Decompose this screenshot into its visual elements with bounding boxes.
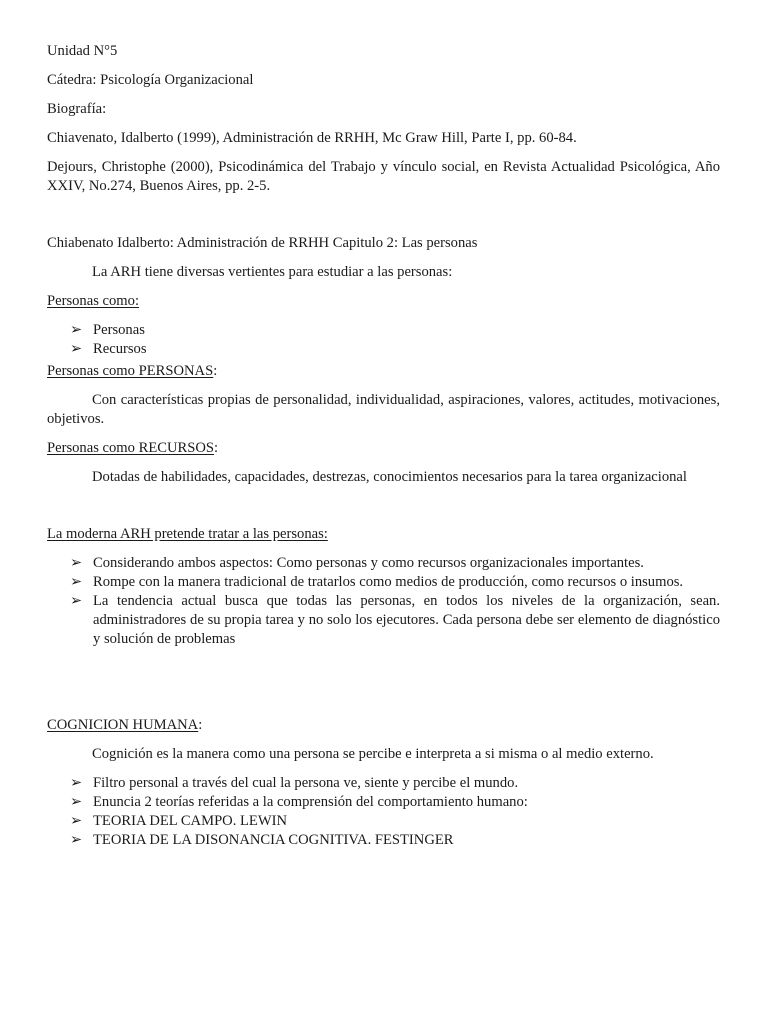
list-item: ➢ Enuncia 2 teorías referidas a la comprensión del comportamiento humano:: [70, 794, 528, 810]
personas-como-heading: Personas como:: [47, 293, 140, 309]
personas-section-body: Con características propias de personalidad, individualidad, aspiraciones, valores, actitudes, motivaciones, objetivos.: [47, 392, 720, 427]
arrow-bullet-icon: ➢: [70, 593, 83, 609]
subject-line: Cátedra: Psicología Organizacional: [47, 72, 254, 88]
recursos-section-body: Dotadas de habilidades, capacidades, destrezas, conocimientos necesarios para la tarea organizacional: [92, 469, 687, 485]
list-item: ➢ Rompe con la manera tradicional de tratarlos como medios de producción, como recursos o insumos.: [70, 574, 684, 590]
arrow-bullet-icon: ➢: [70, 832, 83, 848]
intro-paragraph: La ARH tiene diversas vertientes para estudiar a las personas:: [92, 264, 453, 280]
cognicion-body: Cognición es la manera como una persona se percibe e interpreta a si misma o al medio externo.: [92, 746, 654, 762]
arrow-bullet-icon: ➢: [70, 775, 83, 791]
arrow-bullet-icon: ➢: [70, 574, 83, 590]
bibliography-label: Biografía:: [47, 101, 107, 117]
cognicion-list: [47, 774, 720, 850]
arrow-bullet-icon: ➢: [70, 794, 83, 810]
reference-1: Chiavenato, Idalberto (1999), Administración de RRHH, Mc Graw Hill, Parte I, pp. 60-84.: [47, 130, 577, 146]
recursos-section-heading: Personas como RECURSOS:: [47, 440, 219, 456]
list-item: ➢ La tendencia actual busca que todas las personas, en todos los niveles de la organización, sean. administradores de su propia tarea y no solo los ejecutores. Cada persona debe ser elemento de diagnóstico y solución de problemas: [70, 593, 720, 647]
personas-como-list: [47, 321, 720, 359]
list-item: ➢ Recursos: [70, 341, 147, 357]
chapter-title: Chiabenato Idalberto: Administración de RRHH Capitulo 2: Las personas: [47, 235, 478, 251]
list-item: ➢ Considerando ambos aspectos: Como personas y como recursos organizacionales importantes.: [70, 555, 644, 571]
personas-section-heading: Personas como PERSONAS:: [47, 363, 218, 379]
list-item: ➢ TEORIA DE LA DISONANCIA COGNITIVA. FESTINGER: [70, 832, 454, 848]
reference-2: Dejours, Christophe (2000), Psicodinámica del Trabajo y vínculo social, en Revista Actualidad Psicológica, Año XXIV, No.274, Buenos Aires, pp. 2-5.: [47, 159, 720, 194]
arrow-bullet-icon: ➢: [70, 555, 83, 571]
moderna-heading: La moderna ARH pretende tratar a las personas:: [47, 526, 328, 542]
arrow-bullet-icon: ➢: [70, 341, 83, 357]
moderna-list: [47, 554, 720, 649]
cognicion-heading: COGNICION HUMANA:: [47, 717, 203, 733]
unit-heading: Unidad N°5: [47, 43, 118, 59]
list-item: ➢ Filtro personal a través del cual la persona ve, siente y percibe el mundo.: [70, 775, 519, 791]
arrow-bullet-icon: ➢: [70, 813, 83, 829]
list-item: ➢ TEORIA DEL CAMPO. LEWIN: [70, 813, 288, 829]
list-item: ➢ Personas: [70, 322, 145, 338]
arrow-bullet-icon: ➢: [70, 322, 83, 338]
